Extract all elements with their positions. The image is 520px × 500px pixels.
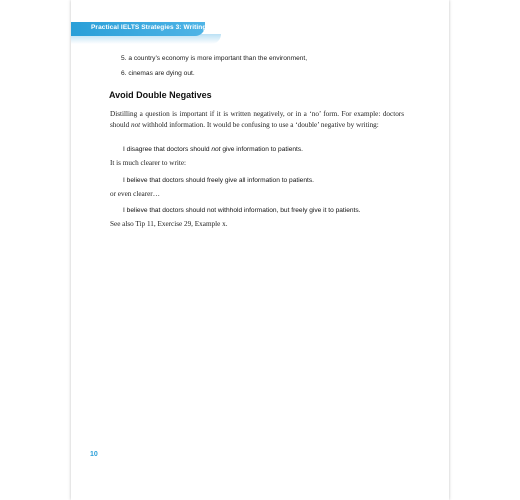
example-sentence-2: I believe that doctors should freely give all information to patients. xyxy=(123,177,314,184)
example-1-pre: I disagree that doctors should xyxy=(123,146,212,153)
section-heading: Avoid Double Negatives xyxy=(109,90,212,100)
example-1-emphasis: not xyxy=(211,146,221,153)
running-header-title: Practical IELTS Strategies 3: Writing xyxy=(91,24,207,31)
intro-emphasis: not xyxy=(130,121,141,129)
page-number: 10 xyxy=(90,451,98,458)
clearer-line: It is much clearer to write: xyxy=(110,159,187,167)
list-item-6: 6. cinemas are dying out. xyxy=(121,70,195,77)
list-item-5: 5. a country’s economy is more important than the environment, xyxy=(121,55,308,62)
even-clearer-line: or even clearer… xyxy=(110,190,160,198)
example-1-post: give information to patients. xyxy=(220,146,303,153)
intro-paragraph xyxy=(110,109,404,131)
see-also-line: See also Tip 11, Exercise 29, Example x. xyxy=(110,220,228,228)
example-sentence-1 xyxy=(123,146,303,153)
intro-text-post: withhold information. It would be confusing to use a ‘double’ negative by writing: xyxy=(140,121,379,129)
intro-text-pre: Distilling a question is important if it is written negatively, or in a ‘no’ form. For example: doctors should xyxy=(110,110,404,129)
example-sentence-3: I believe that doctors should not withhold information, but freely give it to patients. xyxy=(123,207,361,214)
